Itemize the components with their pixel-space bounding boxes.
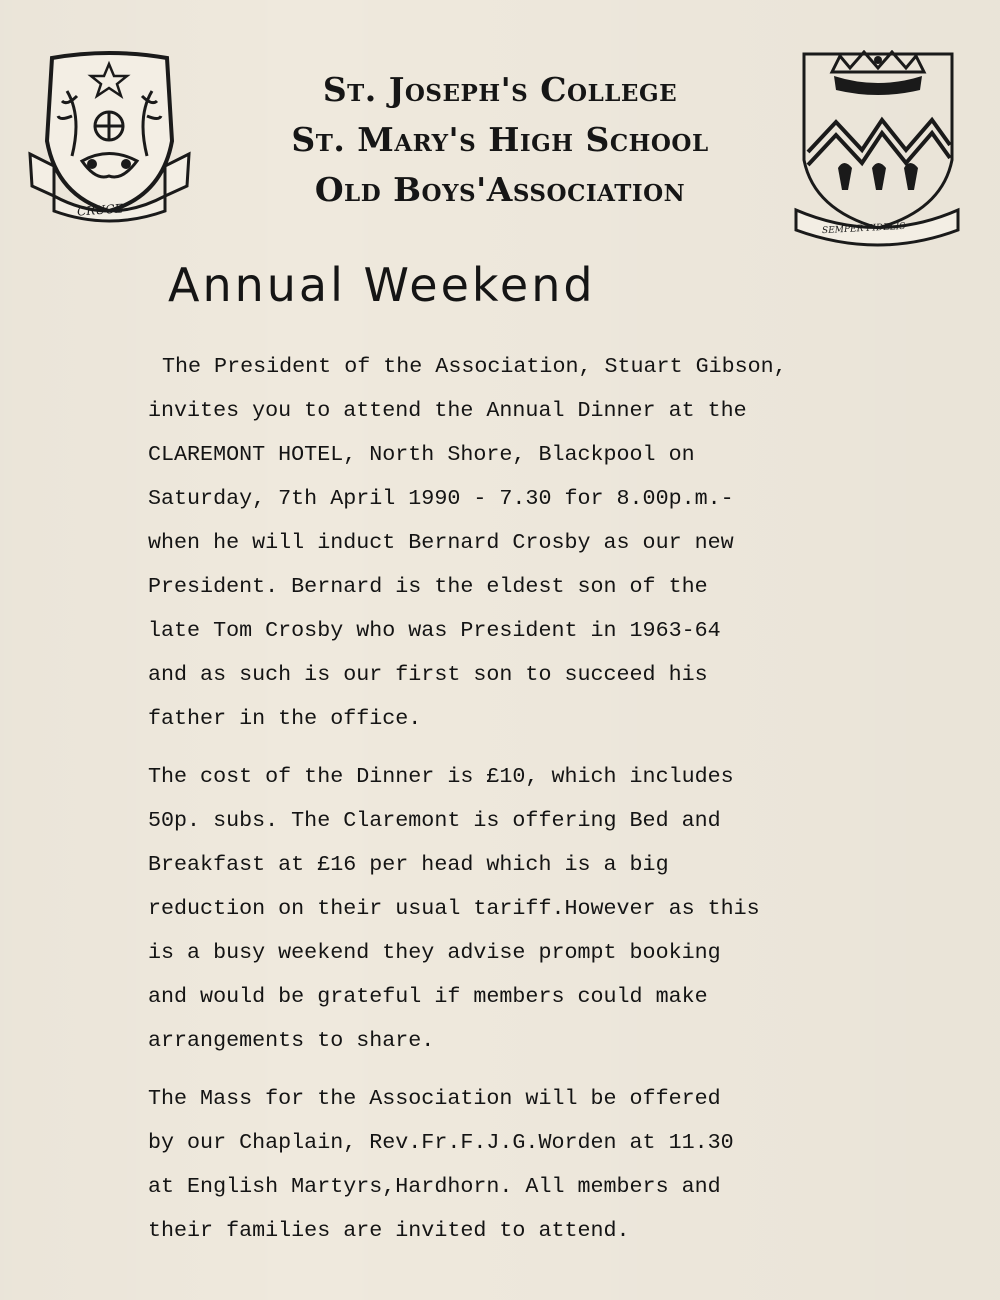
page-title: Annual Weekend xyxy=(168,258,596,312)
body-line: CLAREMONT HOTEL, North Shore, Blackpool on xyxy=(148,442,695,467)
body-line: is a busy weekend they advise prompt booking xyxy=(148,940,721,965)
body-line: invites you to attend the Annual Dinner at the xyxy=(148,398,747,423)
body-line: when he will induct Bernard Crosby as our new xyxy=(148,530,734,555)
body-line: late Tom Crosby who was President in 1963-64 xyxy=(148,618,721,643)
body-line: arrangements to share. xyxy=(148,1028,435,1053)
body-line: The President of the Association, Stuart Gibson, xyxy=(162,354,787,379)
body-line: Saturday, 7th April 1990 - 7.30 for 8.00p.m.- xyxy=(148,486,734,511)
body-line: 50p. subs. The Claremont is offering Bed and xyxy=(148,808,721,833)
body-line: President. Bernard is the eldest son of the xyxy=(148,574,708,599)
body-line: Breakfast at £16 per head which is a big xyxy=(148,852,669,877)
body-line: and would be grateful if members could make xyxy=(148,984,708,1009)
body-line: The Mass for the Association will be offered xyxy=(148,1086,721,1111)
st-josephs-crest-icon xyxy=(22,46,197,226)
header-college: St. Joseph's College xyxy=(322,70,678,109)
body-line: at English Martyrs,Hardhorn. All members and xyxy=(148,1174,721,1199)
letterhead xyxy=(205,70,795,220)
body-line: and as such is our first son to succeed his xyxy=(148,662,708,687)
right-crest-motto: SEMPER FIDELIS xyxy=(821,221,906,237)
body-line: The cost of the Dinner is £10, which includes xyxy=(148,764,734,789)
header-school: St. Mary's High School xyxy=(291,120,709,159)
body-line: by our Chaplain, Rev.Fr.F.J.G.Worden at 11.30 xyxy=(148,1130,734,1155)
left-crest-motto: CRUCE xyxy=(76,201,124,219)
body-line: reduction on their usual tariff.However as this xyxy=(148,896,760,921)
body-line: father in the office. xyxy=(148,706,422,731)
header-association: Old Boys'Association xyxy=(314,170,686,209)
letter-body xyxy=(148,345,868,1253)
body-line: their families are invited to attend. xyxy=(148,1218,630,1243)
